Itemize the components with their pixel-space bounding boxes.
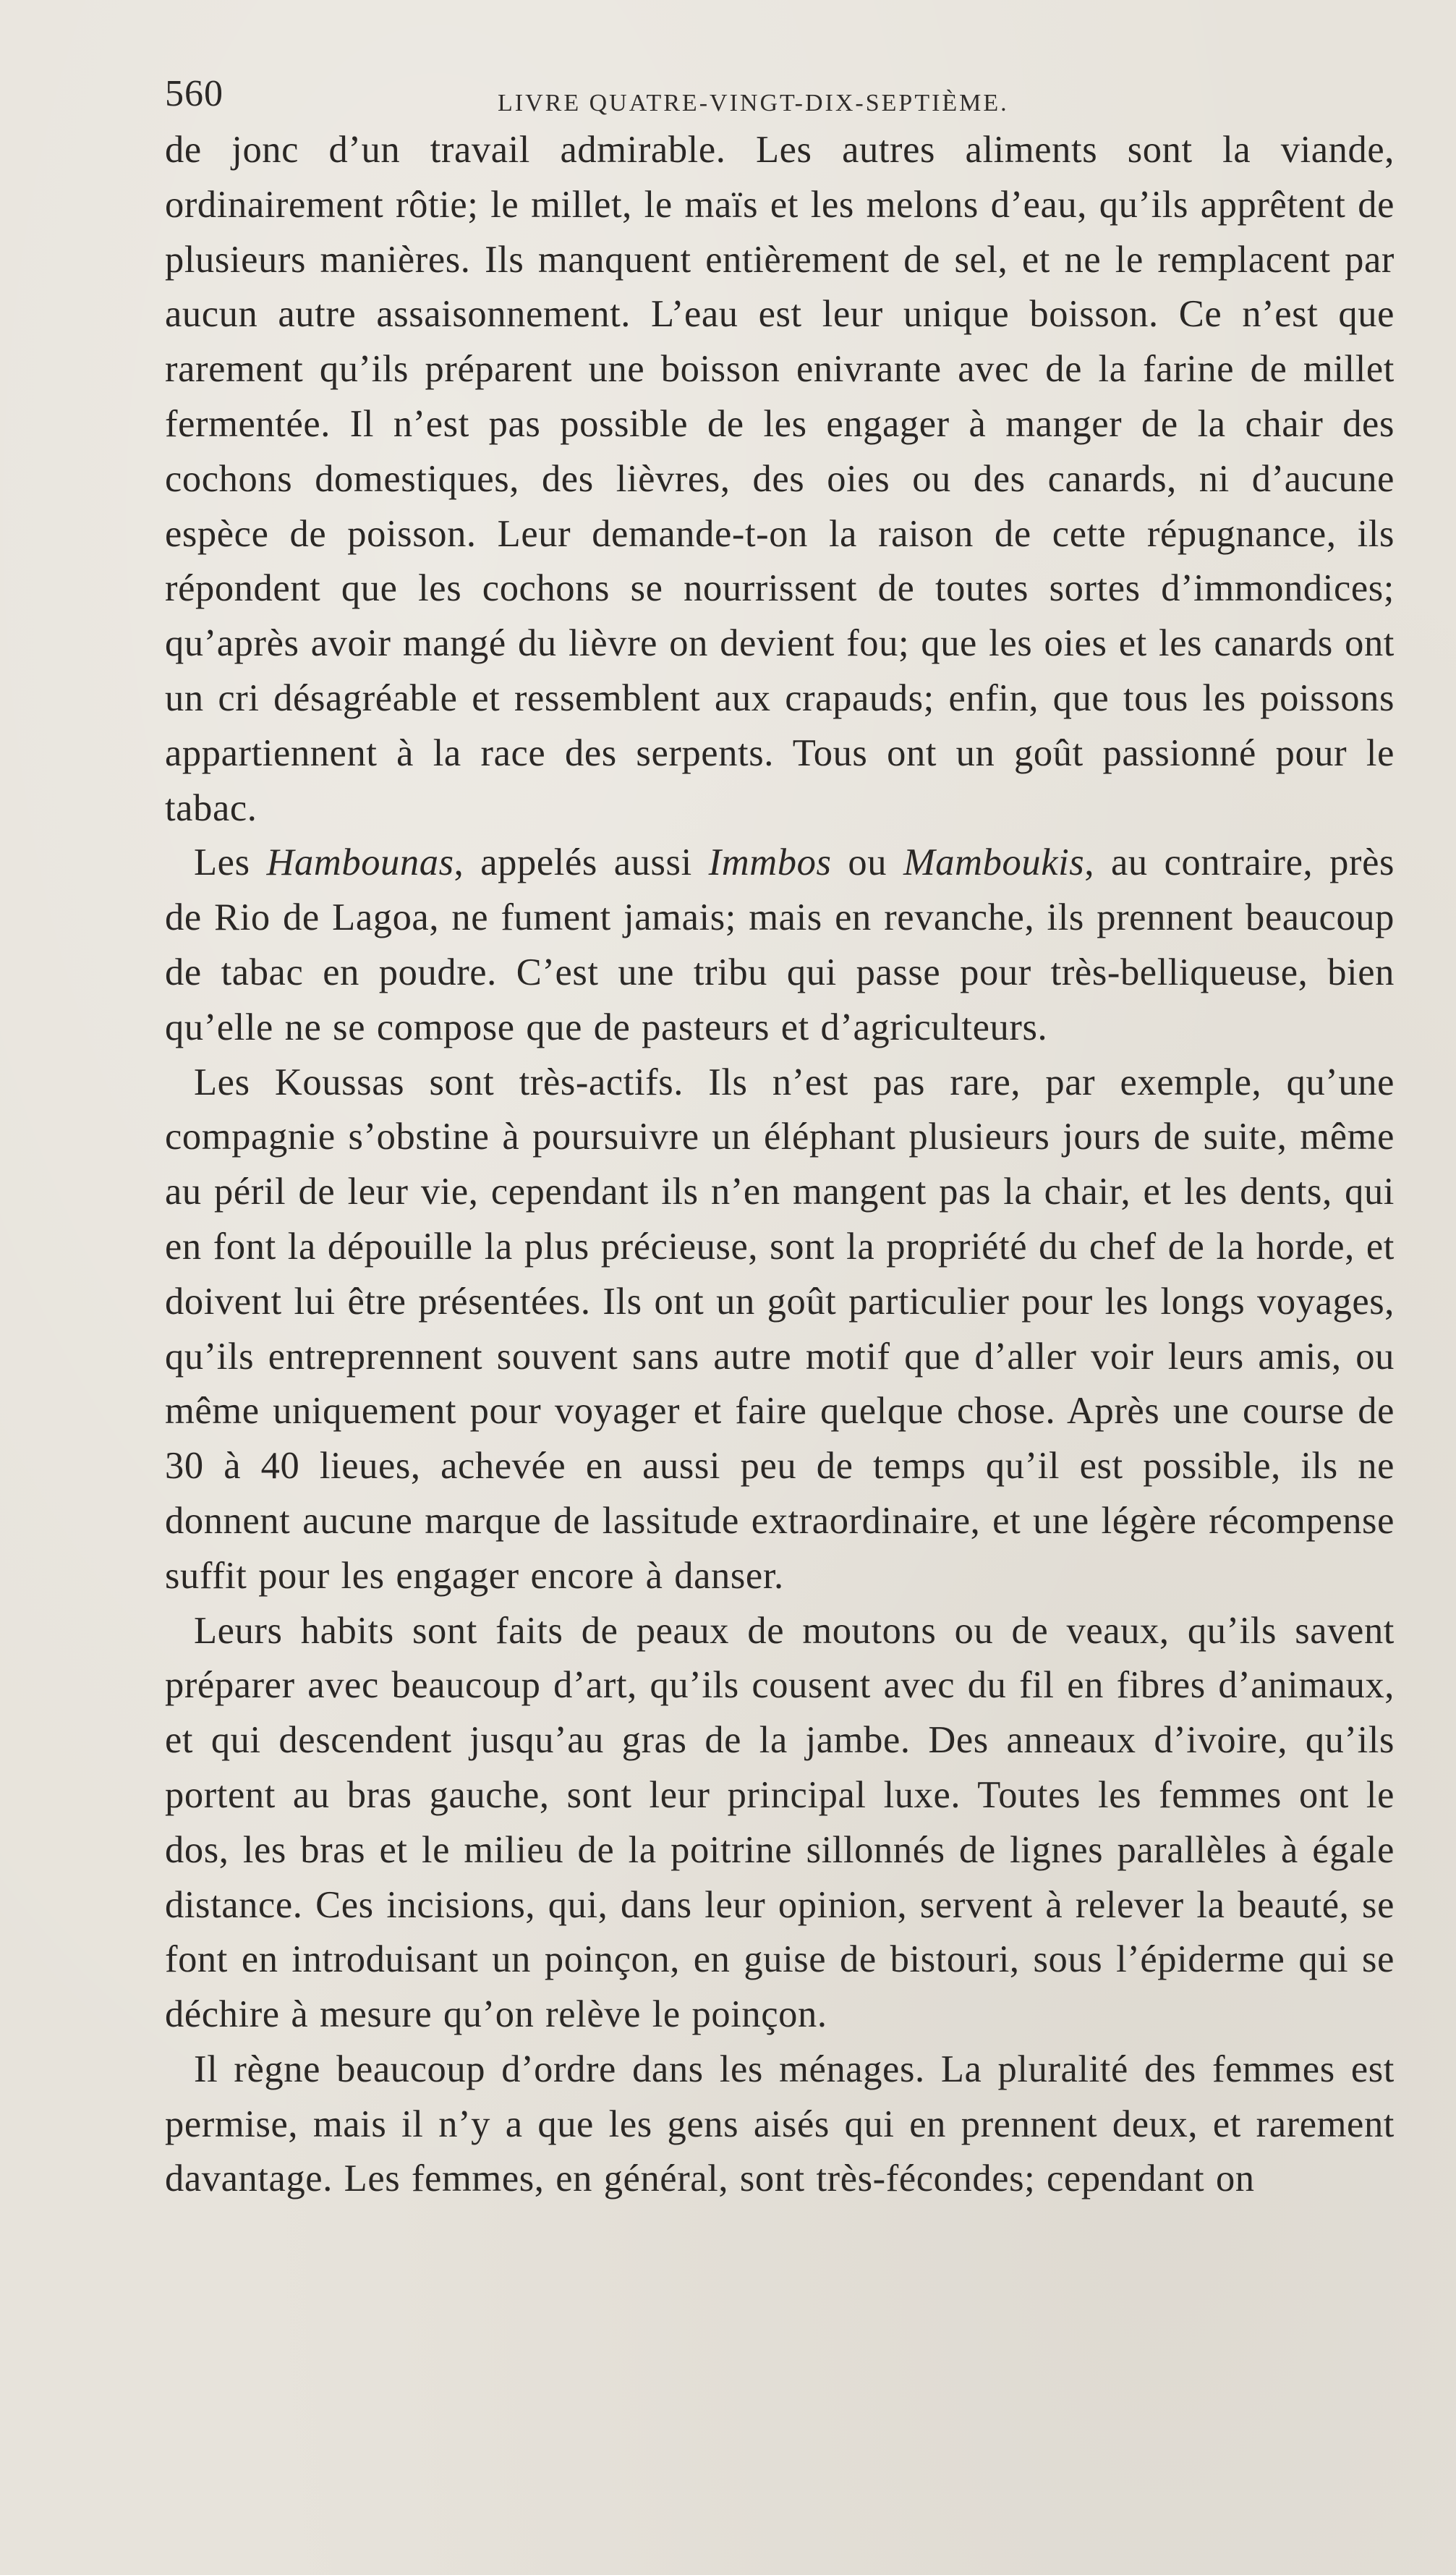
paragraph-2-mid2: ou <box>831 841 903 884</box>
running-head: LIVRE QUATRE-VINGT-DIX-SEPTIÈME. <box>498 90 1009 116</box>
tribe-name-hambounas: Hambounas <box>266 841 454 884</box>
paragraph-2-lead: Les <box>194 841 267 884</box>
paragraph-4: Leurs habits sont faits de peaux de moutons ou de veaux, qu’ils savent préparer avec beaucoup d’art, qu’ils cousent avec du fil en fibres d’animaux, et qui descendent jusqu’au gras de la jambe. Des anneaux d’ivoire, qu’ils portent au bras gauche, sont leur principal luxe. Toutes les femmes ont le dos, les bras et le milieu de la poitrine sillonnés de lignes parallèles à égale distance. Ces incisions, qui, dans leur opinion, servent à relever la beauté, se font en introduisant un poinçon, en guise de bistouri, sous l’épiderme qui se déchire à mesure qu’on relève le poinçon. <box>165 1609 1395 2036</box>
paragraph-1: de jonc d’un travail admirable. Les autres aliments sont la viande, ordinairement rôtie; le millet, le maïs et les melons d’eau, qu’ils apprêtent de plusieurs manières. Ils manquent entièrement de sel, et ne le remplacent par aucun autre assaisonnement. L’eau est leur unique boisson. Ce n’est que rarement qu’ils préparent une boisson enivrante avec de la farine de millet fermentée. Il n’est pas possible de les engager à manger de la chair des cochons domestiques, des lièvres, des oies ou des canards, ni d’aucune espèce de poisson. Leur demande-t-on la raison de cette répugnance, ils répondent que les cochons se nourrissent de toutes sortes d’immondices; qu’après avoir mangé du lièvre on devient fou; que les oies et les canards ont un cri désagréable et ressemblent aux crapauds; enfin, que tous les poissons appartiennent à la race des serpents. Tous ont un goût passionné pour le tabac. <box>165 129 1395 829</box>
page-header <box>165 72 1402 130</box>
paragraph-2 <box>165 836 1395 1055</box>
paragraph-2-mid1: , appelés aussi <box>454 841 709 884</box>
paragraph-5: Il règne beaucoup d’ordre dans les ménages. La pluralité des femmes est permise, mais il n’y a que les gens aisés qui en prennent deux, et rarement davantage. Les femmes, en général, sont très-fécondes; cependant on <box>165 2048 1395 2200</box>
paragraph-2-rest: , au contraire, près de Rio de Lagoa, ne fument jamais; mais en revanche, ils prennent beaucoup de tabac en poudre. C’est une tribu qui passe pour très-belliqueuse, bien qu’elle ne se compose que de pasteurs et d’agriculteurs. <box>165 841 1395 1048</box>
tribe-name-immbos: Immbos <box>708 841 832 884</box>
tribe-name-mamboukis: Mamboukis <box>903 841 1085 884</box>
body-text <box>165 123 1395 2207</box>
paragraph-3: Les Koussas sont très-actifs. Ils n’est pas rare, par exemple, qu’une compagnie s’obstine à poursuivre un éléphant plusieurs jours de suite, même au péril de leur vie, cependant ils n’en mangent pas la chair, et les dents, qui en font la dépouille la plus précieuse, sont la propriété du chef de la horde, et doivent lui être présentées. Ils ont un goût particulier pour les longs voyages, qu’ils entreprennent souvent sans autre motif que d’aller voir leurs amis, ou même uniquement pour voyager et faire quelque chose. Après une course de 30 à 40 lieues, achevée en aussi peu de temps qu’il est possible, ils ne donnent aucune marque de lassitude extraordinaire, et une légère récompense suffit pour les engager encore à danser. <box>165 1061 1395 1597</box>
page-number: 560 <box>165 73 223 114</box>
